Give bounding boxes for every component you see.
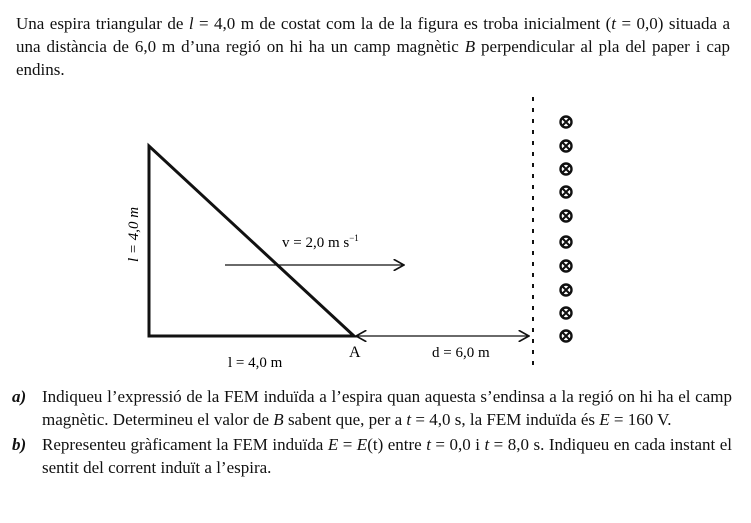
field-into-page-icon xyxy=(561,237,572,248)
distance-label: d = 6,0 m xyxy=(432,345,490,361)
field-into-page-icon xyxy=(561,261,572,272)
field-into-page-icon xyxy=(561,164,572,175)
field-into-page-icon xyxy=(561,141,572,152)
question-label: b) xyxy=(12,435,27,454)
field-into-page-icon xyxy=(561,117,572,128)
side-length-label: l = 4,0 m xyxy=(126,206,142,262)
velocity-label: v = 2,0 m $s^{-1}$ xyxy=(282,233,359,251)
field-into-page-icon xyxy=(561,187,572,198)
question-b xyxy=(12,433,732,479)
question-a xyxy=(12,385,732,431)
field-into-page-icon xyxy=(561,285,572,296)
problem-statement: Una espira triangular de l = 4,0 m de costat com la de la figura es troba inicialment (t = 0,0) situada a una distància de 6,0 m d’una regió on hi ha un camp magnètic B perpendicular al pla del paper i cap endins. xyxy=(16,14,731,79)
magnetic-field-symbols xyxy=(561,117,572,342)
question-text: Representeu gràficament la FEM induïda E = E(t) entre t = 0,0 i t = 8,0 s. Indiqueu en cada instant el sentit del corrent induït a l’espira. xyxy=(42,435,732,477)
base-length-label: l = 4,0 m xyxy=(228,355,283,371)
question-label: a) xyxy=(12,387,27,406)
field-into-page-icon xyxy=(561,331,572,342)
questions xyxy=(12,385,732,481)
field-into-page-icon xyxy=(561,211,572,222)
question-text: Indiqueu l’expressió de la FEM induïda a l’espira quan aquesta s’endinsa a la regió on hi ha el camp magnètic. Determineu el valor de B sabent que, per a t = 4,0 s, la FEM induïda és E = 160 V. xyxy=(42,387,732,429)
vertex-label: A xyxy=(349,344,361,361)
field-into-page-icon xyxy=(561,308,572,319)
